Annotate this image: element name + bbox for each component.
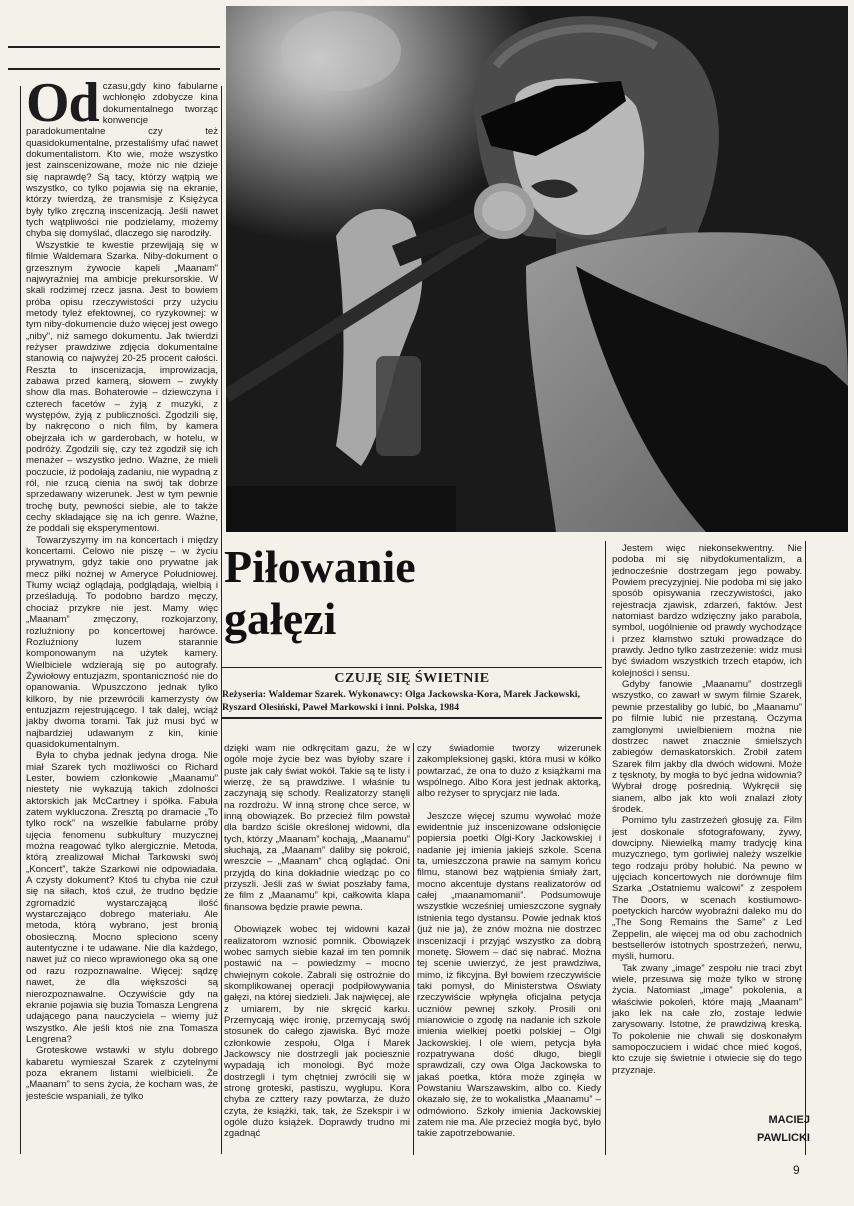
headline-line-2: gałęzi <box>224 593 337 644</box>
body-paragraph: Jeszcze więcej szumu wywołać może ewidentnie już inscenizowane odsłonięcie popiersia poetki Olgi-Kory Jackowskiej i nadanie jej imienia jakiejś szkole. Scena ta, umieszczona prawie na samym końcu filmu, stanowi bez wątpienia śmiały żart, mocno akcentuje dystans realizatorów od całej „maanamomanii”. Podsumowuje wszystkie wcześniej umieszczone sygnały istnienia tego dystansu. Powie jednak ktoś (już nie ja), że znów można nie dostrzec inscenizacji i przyjąć wszystko za dobrą monetę. Słowem – dać się nabrać. Można tej scenie uwierzyć, że jest prawdziwa, mimo, iż fikcyjna. Był bowiem rzeczywiście taki pomysł, do Ministerstwa Oświaty rzeczywiście wpłynęła oficjalna petycja uczniów pewnej szkoły. Prosili oni mianowicie o zgodę na nadanie ich szkole imienia wielkiej poetki polskiej – Olgi Jackowskiej. I ole wiem, petycja była rozpatrywana dość długo, biegli sprawdzali, czy owa Olga Jackowska to jakaś poetka, która może zginęła w Powstaniu Warszawskim, albo co. Kiedy okazało się, że to wokalistka „Maanamu” – odmówiono. Szkoły imienia Jackowskiej zatem nie ma. Ale przecież mogła być, było takie zapotrzebowanie. <box>417 810 601 1140</box>
top-rule-2 <box>8 68 220 70</box>
body-paragraph: czy świadomie tworzy wizerunek zakompleksionej gąski, która musi w kółko powtarzać, że ona to dużo z książkami ma wspólnego. Albo Kora jest jednak aktorką, albo reżyser to sprycjarz nie lada. <box>417 743 601 800</box>
article-column-right <box>612 543 802 1111</box>
column-divider <box>605 541 606 1155</box>
body-paragraph: Pomimo tylu zastrzeżeń głosuję za. Film jest doskonale sfotografowany, żywy, dowcipny. Niewielką mamy tradycję kina muzycznego, tym gorliwiej należy wszelkie tego rodzaju próby hołubić. Na pewno w ujęciach koncertowych nie dorównuje film Szarka „Ostatniemu walcowi” z zespołem The Doors, w scenach kostiumowo-poetyckich harców wyobraźni daleko mu do „The Song Remains the Same” z Led Zeppelin, ale więcej ma od obu zachodnich bestsellerów istotnych spostrzeżeń, nerwu, myśli, humoru. <box>612 815 802 963</box>
film-credits: Reżyseria: Waldemar Szarek. Wykonawcy: Olga Jackowska-Kora, Marek Jackowski, Ryszard Olesiński, Paweł Markowski i inni. Polska, 1984 <box>222 689 580 713</box>
body-paragraph: Gdyby fanowie „Maanamu” dostrzegli wszystko, co zawarł w swym filmie Szarek, pewnie przestaliby go lubić, bo „Maanamu” po filmie lubić nie przestaną. Oczyma zamglonymi uwielbieniem można nie dostrzec nawet znacznie śmielszych zabiegów demaskatorskich. Zrobił zatem Szarek film jakby dla dwóch widowni. Może z tęsknoty, by mogła to być jedna widownia? Wybrał drogę pośrednią. Wykręcił się sianem, albo jak kto woli znalazł złoty środek. <box>612 679 802 815</box>
credits-rule <box>222 717 602 719</box>
body-paragraph: Obowiązek wobec tej widowni kazał realizatorom wznosić pomnik. Obowiązek wobec samych siebie kazał im ten pomnik postawić na – powiedzmy – mocno chwiejnym cokole. Zabrali się ostrożnie do skomplikowanej operacji podpiłowywania gałęzi, na której siedzieli. Jak najwięcej, ale z umiarem, by nie skręcić karku. Przemycają więc ironię, przemycają swój stosunek do całego zjawiska. Być może członkowie zespołu, Olga i Marek Jackowscy nie dostrzegli jak pociesznie wypadają ich monologi. Być może dostrzegli i tym chętniej zwrócili się w stronę groteski, pastiszu, wygłupu. Kora chyba ze czttery razy powtarza, że dużo czyta, że książki, tak, tak, że Szekspir i w ogóle dużo książek. Doprawdy trudno mi zgadnąć <box>224 924 410 1140</box>
body-paragraph: Była to chyba jednak jedyna droga. Nie miał Szarek tych możliwości co Richard Lester, bowiem członkowie „Maanamu” niestety nie wykazują takich zdolności aktorskich jak McCartney i spółka. Fabuła zatem wykluczona. Zresztą po dramacie „To tylko rock” na wszelkie fabularne próby ujęcia fenomenu subkultury muzycznej można reagować tylko alergicznie. Metoda, którą zrealizował Michał Tarkowski swój „Koncert”, także Szarkowi nie odpowiadała. A czysty dokument? Ktoś tu chyba nie czuł się na siłach, ktoś czuł, że trudno będzie zgromadzić wystarczającą ilość wystarczająco dobrego materiału. Ale metoda, którą wybrano, jest bronią obosieczną. Mocno spleciono sceny autentyczne i te udawane. Nie dla każdego, nawet już co nieco wprawionego oka są one od razu rozpoznawalne. Więcej: sądzę nawet, że dla większości są nierozpoznawalne. Oczywiście gdy na ekranie pojawia się buzia Tomasza Lengrena udającego pana nauczyciela – wiemy już wszystko. Ale jeśli ktoś nie zna Tomasza Lengrena? <box>26 750 218 1045</box>
photo-illustration <box>226 6 848 532</box>
body-paragraph: Wszystkie te kwestie przewijają się w filmie Waldemara Szarka. Niby-dokument o grzesznym żywocie kapeli „Maanam” najwyraźniej ma ambicje prekursorskie. W skali rodzimej rzecz jasna. Jest to bowiem próba opisu rzeczywistości przy użyciu metody tyleż efektownej, co ryzykownej: w tym niby-dokumencie dużo więcej jest owego „niby”, niż samego dokumentu. Jak twierdzi reżyser prawdziwe zdjęcia dokumentalne stanowią co najwyżej 20-25 procent całości. Reszta to inscenizacja, improwizacja, zabawa przed kamerą, słowem – zwykły show dla mas. Bohaterowie – dziewczyna i czterech facetów – żyją z muzyki, z występów, żyją z publiczności. Zgodzili się, by nakręcono o nich film, by kamera obejrzała ich w garderobach, w hotelu, w podróży. Zgodzili się, czy też zgodził się ich menażer – wszystko jedno. Ważne, że mieli poczucie, iż podołają zadaniu, nie wypadną z ról, nie rzucą cienia na swój tak dobrze sprzedawany wizerunek. Jest w tym pewnie trochę buty, pewności siebie, ale to także cechy składające się na ich genre. Ważne, że poddali się eksperymentowi. <box>26 239 218 535</box>
article-column-left <box>26 81 218 1156</box>
article-column-middle-2 <box>417 743 601 1155</box>
subtitle-rule <box>222 667 602 668</box>
page-number: 9 <box>793 1163 800 1177</box>
body-paragraph: dzięki wam nie odkręcitam gazu, że w ogóle moje życie bez was byłoby szare i puste jak cały świat wokół. Takie są te listy i wierzę, że są prawdziwe. I właśnie tu zaczynają się schody. Realizatorzy stanęli na rozdrożu. W inną stronę chce serce, w inną obowiązek. Bo przecież film powstał dla bardzo ściśle określonej widowni, dla tych, którzy „Maanam” kochają, „Maanamu” słuchają, za „Maanam” daliby się pokroić, wreszcie – „Maanam” chcą oglądać. Oni przyjdą do kina dokładnie wiedząc po co przyszli. Jeśli zaś w świat poszłaby fama, że film z „Maanamu” kpi, całkowita klapa finansowa będzie prawie pewna. <box>224 743 410 913</box>
lead-paragraph <box>26 81 218 240</box>
body-paragraph: Jestem więc niekonsekwentny. Nie podoba mi się nibydokumentalizm, a jednocześnie dostrzegam jego powaby. Powiem precyzyjniej. Nie podoba mi się jako sposób opisywania rzeczywistości, jako rejestracja zjawisk, zdarzeń, faktów. Jest natomiast bardzo wdzięczny jako parabola, symbol, uogólnienie od prawdy wychodzące i przez kłamstwo sztuki prowadzące do prawdy. Jedno tylko zastrzeżenie: widz musi być świadom wszystkich trzech etapów, ich kolejności i sensu. <box>612 543 802 679</box>
body-paragraph: Tak zwany „image” zespołu nie traci zbyt wiele, przesuwa się może tylko w stronę życia. Natomiast „image” pokolenia, a właściwie pokoleń, które mają „Maanam” jako lek na całe zło, zostaje ledwie zarysowany. Istotne, że prawdziwą kreską. To pokolenie nie chwali się doskonałym samopoczuciem i widać chce mieć kogoś, kto czuje się świetnie i otwiecie się do tego przyznaje. <box>612 962 802 1076</box>
column-divider <box>805 541 806 1155</box>
article-column-middle-1 <box>224 743 410 1155</box>
column-divider <box>20 86 21 1154</box>
headline <box>224 541 604 645</box>
film-title: CZUJĘ SIĘ ŚWIETNIE <box>334 671 490 686</box>
drop-cap: Od <box>26 81 99 134</box>
lead-text: czasu,gdy kino fabularne wchłonęło zdobycze kina dokumentalnego tworząc konwencje paradokumentalne czy też quasidokumentalne, przestaliśmy ufać nawet dokumentalistom. Kto wie, może wszystko jest zainscenizowane, może nic nie dzieje się naprawdę? Są tacy, którzy wątpią we wszystko, co tylko pojawia się na ekranie, którzy twierdzą, że transmisje z Księżyca były tylko zręczną inscenizacją. Jeśli nawet tych wątpliwości nie podzielamy, możemy chyba się domyślać, dlaczego się narodziły. <box>26 81 218 240</box>
body-paragraph: Groteskowe wstawki w stylu dobrego kabaretu wymieszał Szarek z czytelnymi poza ekranem listami wielbicieli. Że „Maanam” to sens życia, że kocham was, że jesteście wspaniali, że tylko <box>26 1045 218 1102</box>
singer-with-microphone-photo <box>226 6 848 532</box>
column-divider <box>413 743 414 1155</box>
body-paragraph: Towarzyszymy im na koncertach i między koncertami. Celowo nie piszę – w życiu prywatnym, gdyż takie ono prywatne jak mecz piłki nożnej w Ameryce Południowej. Tłumy wciąż oglądają, podglądają, wielbią i prześladują. To podobno bardzo męczy, chociaż przykre nie jest. Mamy więc „Maanam” zmęczony, rozkojarzony, rozluźniony po koncertowej harówce. Rozluźniony luzem starannie komponowanym na użytek kamery. Wielbiciele wdzierają się po autografy. Żywiołowy entuzjazm, spontaniczność nie do opanowania. Wpuszczono jednak tylko kilkoro, by nie przewrócili kamerzysty ów entuzjazm rejestrującego. I tak dalej, wciąż jakby dwoma torami. Tak już musi być w najbardziej udawanym z kin, kinie quasidokumentalnym. <box>26 534 218 750</box>
author-last-name: PAWLICKI <box>757 1132 810 1144</box>
top-rule <box>8 46 220 48</box>
headline-line-1: Piłowanie <box>224 541 416 592</box>
column-divider <box>221 86 222 1154</box>
author-first-name: MACIEJ <box>768 1114 810 1126</box>
